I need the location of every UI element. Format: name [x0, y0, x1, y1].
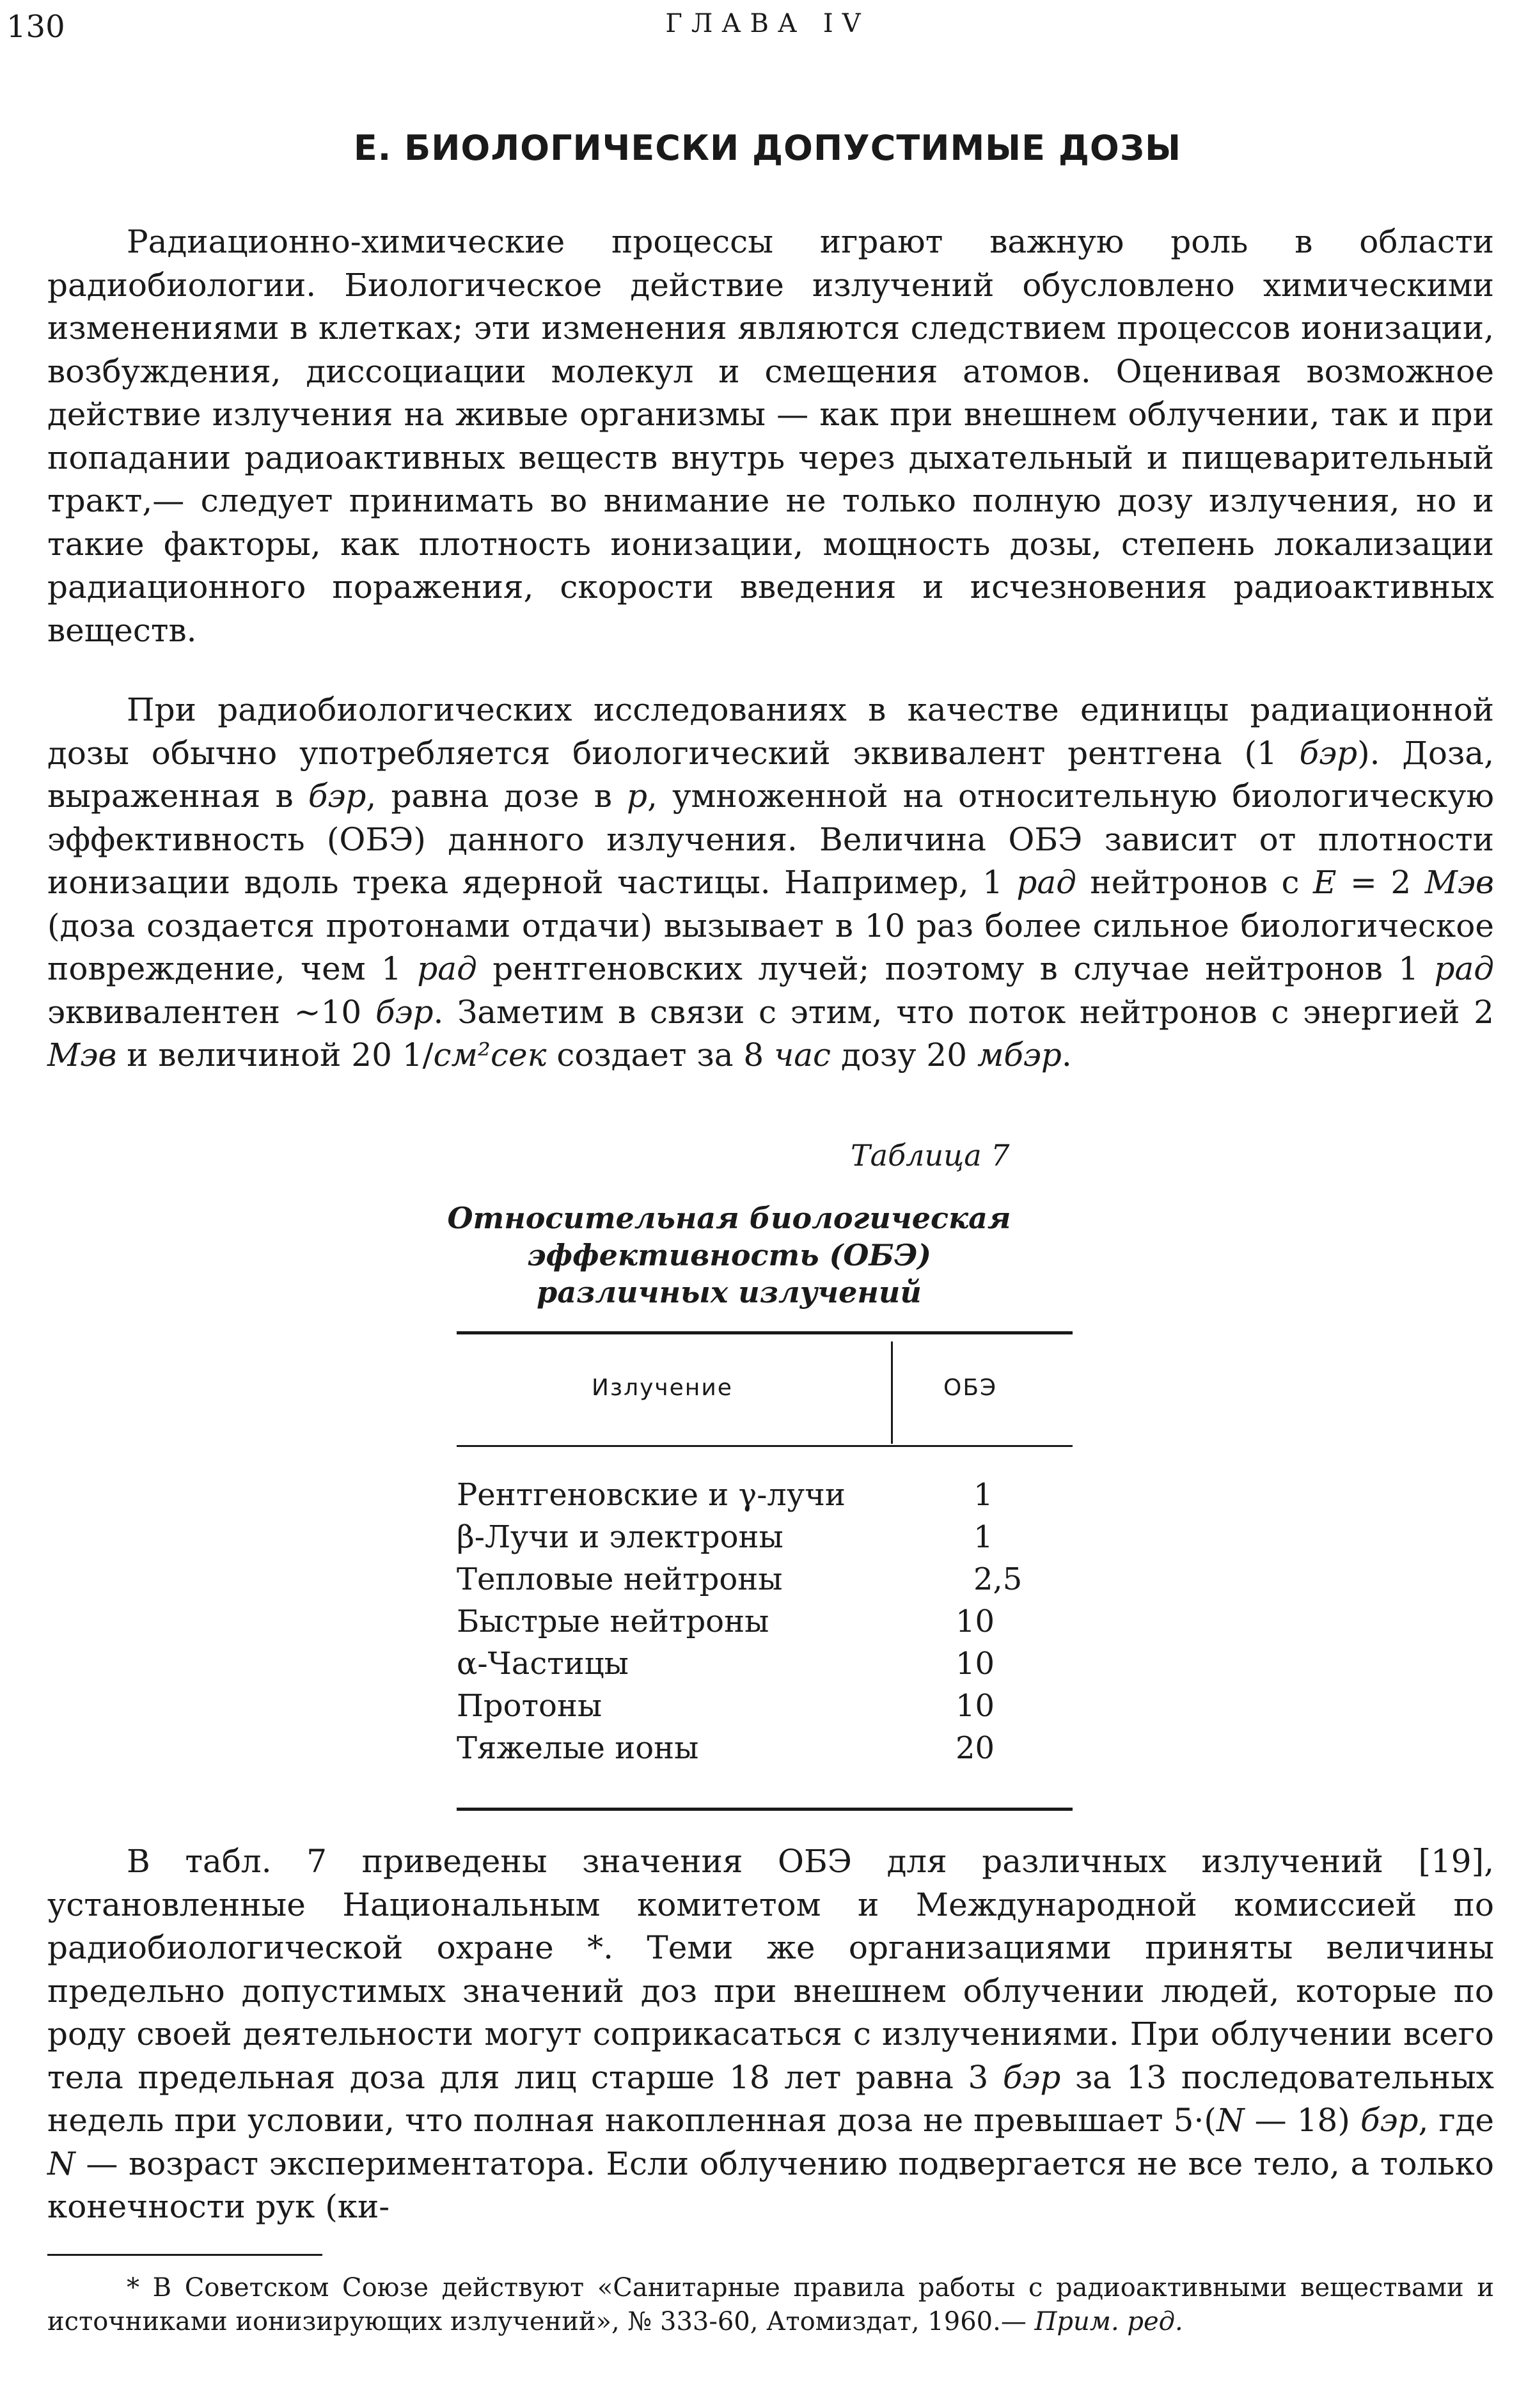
cell-radiation: Рентгеновские и γ-лучи [457, 1477, 846, 1513]
table-header-radiation: Излучение [592, 1375, 733, 1401]
cell-radiation: α-Частицы [457, 1646, 629, 1682]
cell-obe: 1 [973, 1477, 993, 1513]
table-title [384, 1200, 1074, 1311]
table-row [457, 1519, 1073, 1561]
table-title-line: эффективность (ОБЭ) [526, 1238, 932, 1272]
table-bottom-rule [457, 1808, 1073, 1811]
cell-obe: 10 [956, 1604, 995, 1639]
cell-obe: 10 [956, 1688, 995, 1724]
table-column-divider [891, 1341, 893, 1444]
cell-radiation: Тепловые нейтроны [457, 1561, 783, 1597]
footnote-rule [47, 2254, 322, 2256]
cell-obe: 20 [956, 1730, 995, 1766]
footnote [47, 2271, 1494, 2339]
page-number: 130 [6, 9, 65, 45]
table-top-rule [457, 1331, 1073, 1334]
cell-obe: 1 [973, 1519, 993, 1555]
paragraph-intro-text: Радиационно-химические процессы играют важную роль в области радиобиологии. Биологическое действие излучений обусловлено химическими изменениями в клетках; эти изменения являются следствием процессов ионизации, возбуждения, диссоциации молекул и смещения атомов. Оценивая возможное действие излучения на живые организмы — как при внешнем облучении, так и при попадании радиоактивных веществ внутрь через дыхательный и пищеварительный тракт,— следует принимать во внимание не только полную дозу излучения, но и такие факторы, как плотность ионизации, мощность дозы, степень локализации радиационного поражения, скорости введения и исчезновения радиоактивных веществ. [47, 223, 1494, 649]
table-row [457, 1730, 1073, 1772]
paragraph-limits [47, 1840, 1494, 2229]
cell-obe: 10 [956, 1646, 995, 1682]
table-row [457, 1604, 1073, 1646]
table-header-rule [457, 1445, 1073, 1447]
table-title-line: различных излучений [537, 1275, 922, 1310]
cell-radiation: Протоны [457, 1688, 602, 1724]
table-row [457, 1477, 1073, 1519]
cell-radiation: β-Лучи и электроны [457, 1519, 783, 1555]
paragraph-limits-text: В табл. 7 приведены значения ОБЭ для различных излучений [19], установленные Национальным комитетом и Международной комиссией по радиобиологической охране *. Теми же организациями приняты величины предельно допустимых значений доз при внешнем облучении людей, которые по роду своей деятельности могут соприкасаться с излучениями. При облучении всего тела предельная доза для лиц старше 18 лет равна 3 бэр за 13 последовательных недель при условии, что полная накопленная доза не превышает 5·(N — 18) бэр, где N — возраст экспериментатора. Если облучению подвергается не все тело, а только конечности рук (ки- [47, 1843, 1494, 2225]
paragraph-intro [47, 221, 1494, 652]
chapter-label: ГЛАВА IV [665, 9, 870, 38]
cell-obe: 2,5 [973, 1561, 1023, 1597]
table-label: Таблица 7 [851, 1138, 1010, 1173]
table-row [457, 1688, 1073, 1730]
running-head [6, 9, 1529, 47]
paragraph-dose-units [47, 689, 1494, 1077]
paragraph-dose-units-text: При радиобиологических исследованиях в качестве единицы радиационной дозы обычно употребляется биологический эквивалент рентгена (1 бэр). Доза, выраженная в бэр, равна дозе в р, умноженной на относительную биологическую эффективность (ОБЭ) данного излучения. Величина ОБЭ зависит от плотности ионизации вдоль трека ядерной частицы. Например, 1 рад нейтронов с E = 2 Мэв (доза создается протонами отдачи) вызывает в 10 раз более сильное биологическое повреждение, чем 1 рад рентгеновских лучей; поэтому в случае нейтронов 1 рад эквивалентен ~10 бэр. Заметим в связи с этим, что поток нейтронов с энергией 2 Мэв и величиной 20 1/см²сек создает за 8 час дозу 20 мбэр. [47, 691, 1494, 1074]
cell-radiation: Тяжелые ионы [457, 1730, 699, 1766]
cell-radiation: Быстрые нейтроны [457, 1604, 769, 1639]
section-title: Е. БИОЛОГИЧЕСКИ ДОПУСТИМЫЕ ДОЗЫ [353, 128, 1182, 168]
footnote-editor-note: Прим. ред. [1034, 2307, 1183, 2336]
table-row [457, 1646, 1073, 1688]
footnote-text: * В Советском Союзе действуют «Санитарные правила работы с радиоактивными веществами и источниками ионизирующих излучений», № 333-60, Атомиздат, 1960.— [47, 2273, 1494, 2336]
table-header-obe: ОБЭ [943, 1375, 998, 1401]
table-title-line: Относительная биологическая [447, 1201, 1011, 1235]
table-row [457, 1561, 1073, 1604]
